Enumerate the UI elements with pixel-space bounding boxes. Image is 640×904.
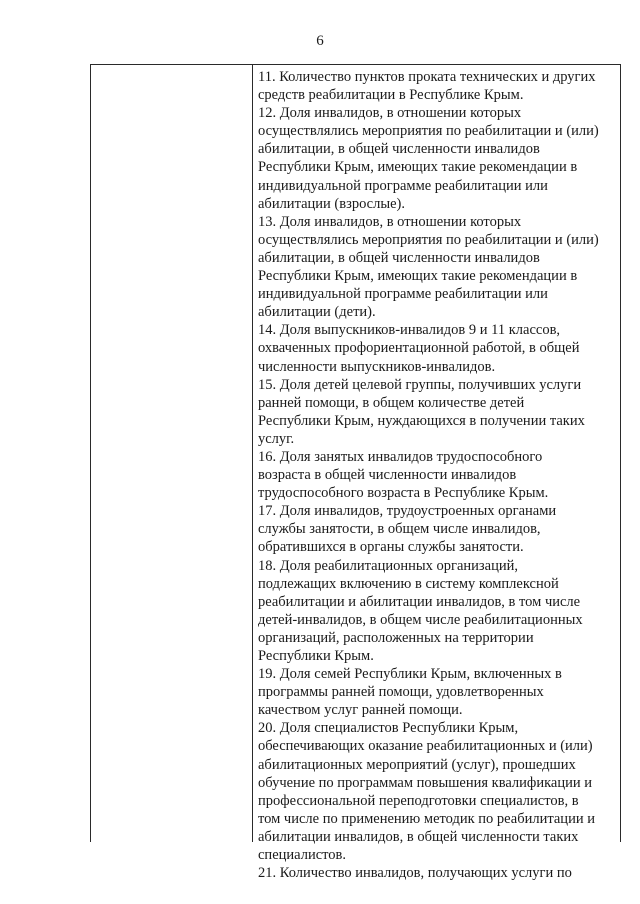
indicator-line: подлежащих включению в систему комплексной (258, 575, 559, 592)
indicator-item-13 (258, 213, 616, 322)
indicator-line: абилитации, в общей численности инвалидов (258, 249, 540, 266)
indicator-line: услуг. (258, 430, 295, 447)
indicator-line: 11. Количество пунктов проката технических и других (258, 69, 596, 85)
indicator-item-17 (258, 502, 616, 556)
indicator-line: абилитации (взрослые). (258, 195, 405, 212)
indicator-line: Республики Крым, имеющих такие рекомендации в (258, 159, 578, 176)
indicator-line: возраста в общей численности инвалидов (258, 467, 517, 484)
indicator-item-19 (258, 665, 616, 719)
indicator-line: Республики Крым. (258, 648, 374, 664)
indicator-item-15 (258, 376, 616, 448)
indicator-item-12 (258, 104, 616, 213)
indicator-line: специалистов. (258, 847, 347, 864)
indicator-line: численности выпускников-инвалидов. (258, 358, 496, 375)
indicator-line: профессиональной переподготовки специалистов, в (258, 792, 579, 809)
indicator-line: организаций, расположенных на территории (258, 629, 534, 646)
indicator-line: абилитации инвалидов, в общей численности таких (258, 828, 579, 845)
indicator-line: индивидуальной программе реабилитации или (258, 286, 548, 303)
indicator-line: обеспечивающих оказание реабилитационных и (или) (258, 738, 593, 755)
indicator-item-16 (258, 448, 616, 502)
indicator-line: абилитационных мероприятий (услуг), прошедших (258, 756, 576, 773)
indicator-line: обратившихся в органы службы занятости. (258, 539, 524, 556)
indicator-line: осуществлялись мероприятия по реабилитации и (или) (258, 123, 599, 140)
indicator-line: 19. Доля семей Республики Крым, включенных в (258, 666, 562, 683)
indicators-table (90, 64, 621, 882)
indicator-line: 18. Доля реабилитационных организаций, (258, 557, 518, 574)
indicator-line: 20. Доля специалистов Республики Крым, (258, 720, 519, 737)
indicator-line: 14. Доля выпускников-инвалидов 9 и 11 классов, (258, 322, 561, 339)
indicator-line: осуществлялись мероприятия по реабилитации и (или) (258, 231, 599, 248)
indicator-item-14 (258, 321, 616, 375)
indicator-line: Республики Крым, нуждающихся в получении таких (258, 412, 585, 429)
indicator-line: 15. Доля детей целевой группы, получивших услуги (258, 376, 582, 393)
column-divider (252, 65, 253, 842)
indicator-item-11 (258, 68, 616, 104)
indicators-cell (258, 68, 616, 882)
indicator-line: ранней помощи, в общем количестве детей (258, 394, 525, 411)
indicator-line: 17. Доля инвалидов, трудоустроенных органами (258, 503, 557, 520)
indicator-line: 12. Доля инвалидов, в отношении которых (258, 105, 522, 122)
indicator-line: индивидуальной программе реабилитации или (258, 177, 548, 194)
indicator-line: абилитации (дети). (258, 304, 376, 321)
indicator-line: реабилитации и абилитации инвалидов, в том числе (258, 593, 581, 610)
page-number: 6 (316, 33, 324, 49)
indicator-line: средств реабилитации в Республике Крым. (258, 87, 524, 104)
indicator-item-20 (258, 719, 616, 864)
indicator-line: охваченных профориентационной работой, в общей (258, 340, 580, 357)
indicator-line: детей-инвалидов, в общем числе реабилитационных (258, 611, 583, 628)
indicator-line: абилитации, в общей численности инвалидов (258, 141, 540, 158)
indicator-line: 16. Доля занятых инвалидов трудоспособного (258, 448, 543, 465)
indicator-line: обучение по программам повышения квалификации и (258, 774, 593, 791)
indicator-line: 21. Количество инвалидов, получающих услуги по (258, 865, 572, 882)
indicator-line: Республики Крым, имеющих такие рекомендации в (258, 268, 578, 285)
indicator-line: качеством услуг ранней помощи. (258, 702, 463, 719)
indicator-line: трудоспособного возраста в Республике Крым. (258, 485, 549, 502)
indicator-line: 13. Доля инвалидов, в отношении которых (258, 213, 522, 230)
indicator-item-18 (258, 557, 616, 666)
indicator-line: том числе по применению методик по реабилитации и (258, 810, 595, 827)
indicator-line: службы занятости, в общем числе инвалидов, (258, 521, 541, 538)
indicator-line: программы ранней помощи, удовлетворенных (258, 684, 544, 701)
indicator-item-21 (258, 864, 616, 882)
